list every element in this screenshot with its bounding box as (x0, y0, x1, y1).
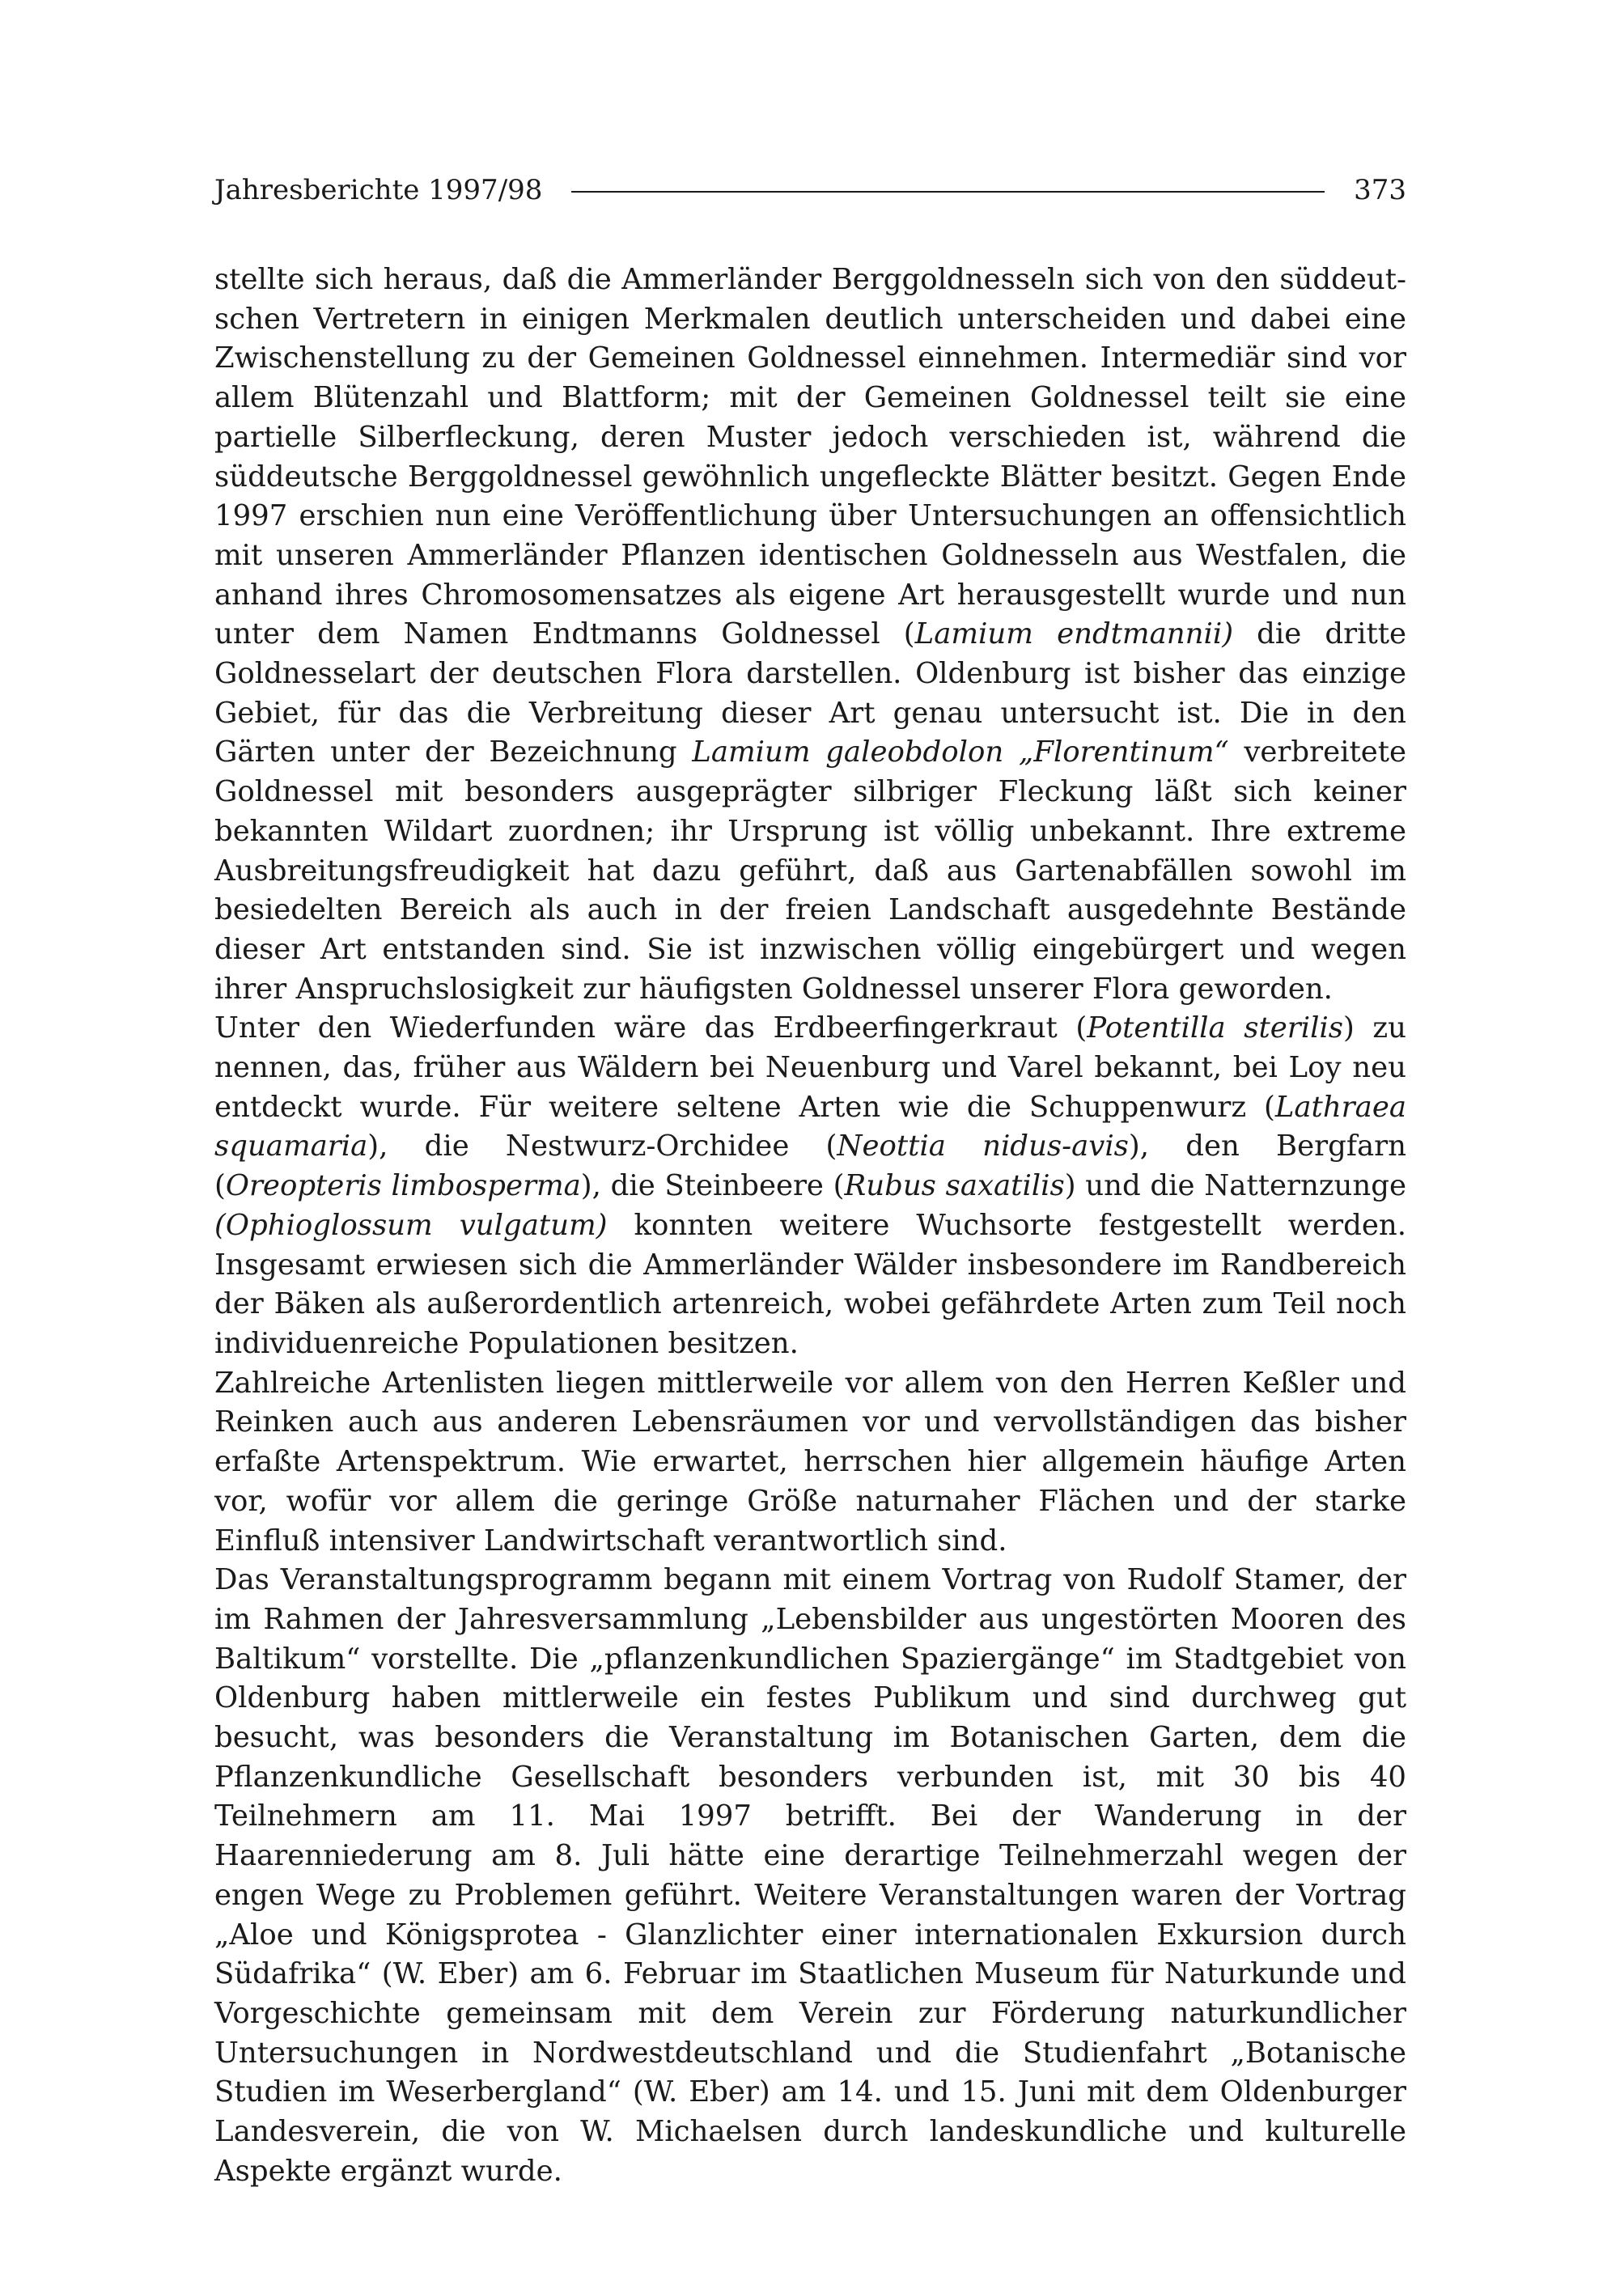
italic-text: Rubus saxatilis (844, 1169, 1065, 1203)
text-segment: Zahlreiche Artenlisten liegen mittlerweile vor allem von den Herren Keßler und Reinken auch aus anderen Lebensräumen vor und vervollständigen das bisher erfaßte Artenspektrum. Wie erwartet, herrschen hier allgemein häufige Arten vor, wofür vor allem die geringe Größe naturnaher Flächen und der starke Einfluß intensiver Landwirtschaft verantwortlich sind. (214, 1366, 1406, 1558)
italic-text: (Ophioglossum vulgatum) (214, 1208, 608, 1242)
body-text (214, 261, 1406, 2191)
text-segment: ), die Steinbeere ( (580, 1169, 845, 1203)
running-head-rule (571, 191, 1325, 193)
text-segment: Das Veranstaltungsprogramm begann mit einem Vortrag von Rudolf Stamer, der im Rahmen der Jahresversammlung „Lebensbilder aus ungestörten Mooren des Baltikum“ vorstellte. Die „pflanzenkundlichen Spaziergänge“ im Stadtgebiet von Oldenburg haben mittlerweile ein festes Publikum und sind durchweg gut besucht, was besonders die Veranstaltung im Botanischen Garten, dem die Pflanzenkundliche Gesellschaft besonders verbunden ist, mit 30 bis 40 Teilnehmern am 11. Mai 1997 betrifft. Bei der Wanderung in der Haarenniederung am 8. Juli hätte eine derartige Teilnehmerzahl wegen der engen Wege zu Problemen geführt. Weitere Veranstaltungen waren der Vortrag „Aloe und Königsprotea - Glanzlichter einer internationalen Exkursion durch Südafrika“ (W. Eber) am 6. Februar im Staatlichen Museum für Naturkunde und Vorgeschichte gemeinsam mit dem Verein zur Förderung naturkundlicher Untersuchungen in Nordwestdeutschland und die Studienfahrt „Botanische Studien im Weserbergland“ (W. Eber) am 14. und 15. Juni mit dem Oldenburger Landesverein, die von W. Michaelsen durch landeskundliche und kulturelle Aspekte ergänzt wurde. (214, 1563, 1406, 2188)
text-segment: die dritte Goldnesselart der deutschen Flora darstellen. Oldenburg ist bisher das einzige Gebiet, für das die Verbreitung dieser Art genau untersucht ist. Die in den Gärten unter der Bezeichnung (214, 617, 1406, 769)
italic-text: Lamium endtmannii) (914, 617, 1234, 651)
italic-text: Lamium galeobdolon „Florentinum“ (692, 735, 1229, 769)
italic-text: Lathraea squamaria (214, 1090, 1406, 1163)
text-segment: stellte sich heraus, daß die Ammerländer Berggoldnesseln sich von den süddeutschen Vertretern in einigen Merkmalen deutlich unterscheiden und dabei eine Zwischenstellung zu der Gemeinen Goldnessel einnehmen. Intermediär sind vor allem Blütenzahl und Blattform; mit der Gemeinen Goldnessel teilt sie eine partielle Silberfleckung, deren Muster jedoch verschieden ist, während die süddeutsche Berggoldnessel gewöhnlich ungefleckte Blätter besitzt. Gegen Ende 1997 erschien nun eine Veröffentlichung über Untersuchungen an offensichtlich mit unseren Ammerländer Pflanzen identischen Goldnesseln aus Westfalen, die anhand ihres Chromosomensatzes als eigene Art herausgestellt wurde und nun unter dem Namen Endtmanns Goldnessel ( (214, 263, 1406, 651)
text-segment: verbreitete Goldnessel mit besonders ausgeprägter silbriger Fleckung läßt sich keiner bekannten Wildart zuordnen; ihr Ursprung ist völlig unbekannt. Ihre extreme Ausbreitungsfreudigkeit hat dazu geführt, daß aus Gartenabfällen sowohl im besiedelten Bereich als auch in der freien Landschaft ausgedehnte Bestände dieser Art entstanden sind. Sie ist inzwischen völlig eingebürgert und wegen ihrer Anspruchslosigkeit zur häufigsten Goldnessel unserer Flora geworden. (214, 735, 1407, 1006)
text-segment: ) und die Natternzunge (1064, 1169, 1406, 1203)
paragraph (214, 1561, 1406, 2191)
italic-text: Potentilla sterilis (1087, 1011, 1344, 1045)
italic-text: Oreopteris limbosperma (225, 1169, 581, 1203)
paragraph (214, 1009, 1406, 1363)
text-segment: ), die Nestwurz-Orchidee ( (367, 1130, 837, 1163)
text-segment: ), den Bergfarn ( (214, 1130, 1406, 1203)
paragraph (214, 261, 1406, 1009)
paragraph (214, 1364, 1406, 1562)
text-segment: Unter den Wiederfunden wäre das Erdbeerfingerkraut ( (214, 1011, 1088, 1045)
text-segment: konnten weitere Wuchsorte festgestellt werden. Insgesamt erwiesen sich die Ammerländer Wälder insbesondere im Randbereich der Bäken als außerordentlich artenreich, wobei gefährdete Arten zum Teil noch individuenreiche Populationen besitzen. (214, 1208, 1406, 1360)
running-head-title: Jahresberichte 1997/98 (214, 174, 543, 206)
page-number: 373 (1354, 174, 1406, 206)
text-segment: ) zu nennen, das, früher aus Wäldern bei Neuenburg und Varel bekannt, bei Loy neu entdeckt wurde. Für weitere seltene Arten wie die Schuppenwurz ( (214, 1011, 1406, 1124)
running-head (214, 170, 1406, 210)
italic-text: Neottia nidus-avis (837, 1130, 1129, 1163)
